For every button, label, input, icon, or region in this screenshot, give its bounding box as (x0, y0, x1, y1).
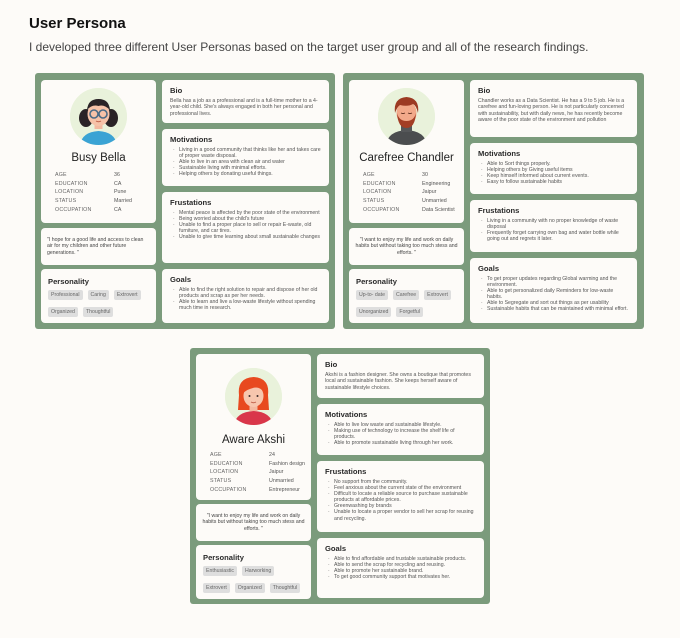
attr-status: STATUS Unmarried (363, 198, 447, 205)
list-item: · Making use of technology to increase the shelf life of products. (325, 428, 476, 440)
frustrations-panel (470, 200, 637, 252)
attr-age: AGE 24 (210, 452, 275, 458)
personality-tags (356, 290, 457, 317)
personality-tag: Extrovert (203, 583, 230, 593)
motivations-panel (162, 129, 329, 186)
personality-panel (196, 545, 311, 599)
goals-panel (470, 258, 637, 323)
personality-tags (203, 566, 304, 593)
list-item: · Able to Segregate and sort out things as per usability (478, 300, 629, 306)
list-item: · Greenwashing by brands (325, 503, 476, 509)
personality-panel (349, 269, 464, 323)
frustrations-title: Frustations (325, 467, 367, 476)
personality-panel (41, 269, 156, 323)
personality-tag: Professional (48, 290, 83, 300)
list-item: · Easy to follow sustainable habits (478, 179, 629, 185)
personality-tag: Enthusiastic (203, 566, 237, 576)
attr-education: EDUCATION Fashion design (210, 460, 305, 467)
attr-education: EDUCATION Engineering (363, 180, 451, 187)
personality-tag: Harworking (242, 566, 274, 576)
goals-panel (317, 538, 484, 598)
goals-title: Goals (478, 264, 500, 273)
attr-location: LOCATION Jaipur (210, 469, 284, 476)
goals-list (325, 556, 476, 580)
personality-title: Personality (48, 277, 89, 286)
goals-panel (162, 269, 329, 323)
list-item: · No support from the community. (325, 479, 476, 485)
list-item: · Living in a community with no proper knowledge of waste disposal (478, 218, 629, 230)
list-item: · Unable to locate a proper vendor to sell her scrap for reusing and recycling. (325, 509, 476, 521)
quote-panel (349, 228, 464, 265)
quote-panel (41, 228, 156, 265)
attr-location: LOCATION Jaipur (363, 189, 437, 196)
attr-location: LOCATION Pune (55, 189, 127, 196)
bio-title: Bio (325, 360, 338, 369)
frustrations-title: Frustations (170, 198, 212, 207)
bio-title: Bio (478, 86, 491, 95)
personality-tag: Forgetful (396, 307, 422, 317)
list-item: · Helping others by donating useful things. (170, 171, 321, 177)
quote-panel (196, 504, 311, 541)
bio-panel (162, 80, 329, 123)
list-item: · Able to live in an area with clean air and water (170, 159, 321, 165)
motivations-panel (317, 404, 484, 455)
bio-title: Bio (170, 86, 183, 95)
list-item: · Able to Sort things properly. (478, 161, 629, 167)
list-item: · Sustainable habits that can be maintained with minimal effort. (478, 306, 629, 312)
list-item: · Able to learn and live a low-waste lifestyle without spending much time in research. (170, 299, 321, 311)
attr-occupation: OCCUPATION CA (55, 206, 122, 213)
list-item: · Helping others by Giving useful items (478, 167, 629, 173)
attr-age: AGE 30 (363, 172, 428, 178)
frustrations-panel (317, 461, 484, 532)
personality-tag: Caring (88, 290, 109, 300)
list-item: · Able to live low waste and sustainable lifestyle. (325, 422, 476, 428)
goals-list (478, 276, 629, 313)
attr-education: EDUCATION CA (55, 180, 122, 187)
attr-status: STATUS Unmarried (210, 478, 294, 485)
attribute-list (363, 171, 461, 215)
persona-quote: "I want to enjoy my life and work on daily habits but without taking too much stess and efforts. " (202, 512, 305, 532)
list-item: · Difficult to locate a reliable source to purchase sustainable products at affordable prices. (325, 491, 476, 503)
personality-tag: Up-to- date (356, 290, 388, 300)
frustrations-list (170, 210, 321, 240)
list-item: · To get proper updates regarding Global warming and the environment. (478, 276, 629, 288)
goals-list (170, 287, 321, 311)
attr-occupation: OCCUPATION Entrepreneur (210, 486, 300, 493)
list-item: · Frequently forget carrying own bag and water bottle while going out and regrets it later. (478, 230, 629, 242)
personality-title: Personality (356, 277, 397, 286)
motivations-panel (470, 143, 637, 194)
list-item: · Able to find affordable and trustable sustainable products. (325, 556, 476, 562)
personality-tag: Extrovert (424, 290, 451, 300)
persona-name: Aware Akshi (221, 434, 286, 446)
attr-occupation: OCCUPATION Data Scientist (363, 206, 455, 213)
list-item: · Able to promote her sustainable brand. (325, 568, 476, 574)
profile-panel (349, 80, 464, 223)
red-haired-woman-avatar-icon (225, 368, 282, 425)
bio-text: Bella has a job as a professional and is a full-time mother to a 4-year-old child. She's always engaged in both her personal and professional lives. (170, 98, 318, 117)
list-item: · Sustainable living with minimal efforts. (170, 165, 321, 171)
list-item: · Unable to give time learning about small sustainable changes (170, 234, 321, 240)
bio-text: Akshi is a fashion designer. She owns a boutique that promotes local and sustainable fashion. She keeps herself aware of sustainable lifestyle choices. (325, 372, 471, 391)
page-subtitle: I developed three different User Personas based on the target user group and all of the research findings. (29, 40, 589, 54)
personality-tag: Organized (235, 583, 265, 593)
persona-card-busy-bella (35, 73, 335, 329)
list-item: · Able to find the right solution to repair and dispose of her old products and scrap as per her needs. (170, 287, 321, 299)
profile-panel (41, 80, 156, 223)
personality-tag: Extrovert (114, 290, 141, 300)
page-title: User Persona (29, 15, 126, 32)
motivations-list (170, 147, 321, 177)
frustrations-panel (162, 192, 329, 263)
list-item: · Able to promote sustainable living through her work. (325, 440, 476, 446)
persona-card-carefree-chandler (343, 73, 644, 329)
list-item: · Unable to find a proper place to sell or repair E-waste, old furniture, and car tires. (170, 222, 321, 234)
bearded-man-avatar-icon (378, 88, 435, 145)
list-item: · Keep himself informed about current events. (478, 173, 629, 179)
list-item: · Able to get personalized daily Reminders for low-waste habits. (478, 288, 629, 300)
bio-panel (470, 80, 637, 137)
personality-tag: Thoughtful (270, 583, 301, 593)
goals-title: Goals (170, 275, 192, 284)
list-item: · Mental peace is affected by the poor state of the environment (170, 210, 321, 216)
personality-title: Personality (203, 553, 244, 562)
personality-tag: Carefree (393, 290, 419, 300)
persona-name: Busy Bella (71, 152, 126, 164)
list-item: · Able to send the scrap for recycling and reusing. (325, 562, 476, 568)
profile-panel (196, 354, 311, 500)
persona-quote: "I want to enjoy my life and work on daily habits but without taking too much stess and efforts. " (355, 236, 458, 256)
attr-status: STATUS Married (55, 198, 132, 205)
motivations-title: Motivations (325, 410, 368, 419)
personality-tag: Thoughtful (83, 307, 114, 317)
woman-with-glasses-avatar-icon (70, 88, 127, 145)
personality-tag: Unorganized (356, 307, 391, 317)
persona-name: Carefree Chandler (359, 152, 454, 164)
list-item: · Being worried about the child's future (170, 216, 321, 222)
motivations-title: Motivations (478, 149, 521, 158)
bio-text: Chandler works as a Data Scientist. He has a 9 to 5 job. He is a carefree and fun-loving person. He is not particularly concerned with sustainability, but with daily news, he has recently become aware of the poor state of the environment and pollution (478, 98, 625, 124)
motivations-title: Motivations (170, 135, 213, 144)
attribute-list (210, 451, 308, 495)
bio-panel (317, 354, 484, 398)
persona-card-aware-akshi (190, 348, 490, 604)
motivations-list (325, 422, 476, 446)
list-item: · To get good community support that motivates her. (325, 574, 476, 580)
list-item: · Feel anxious about the current state of the environment (325, 485, 476, 491)
attr-age: AGE 36 (55, 172, 120, 178)
list-item: · Living in a good community that thinks like her and takes care of proper waste disposal. (170, 147, 321, 159)
frustrations-list (325, 479, 476, 522)
attribute-list (55, 171, 153, 215)
personality-tag: Organized (48, 307, 78, 317)
motivations-list (478, 161, 629, 185)
personality-tags (48, 290, 149, 317)
frustrations-list (478, 218, 629, 242)
frustrations-title: Frustations (478, 206, 520, 215)
persona-quote: "I hope for a good life and access to clean air for my children and other future generations. " (47, 236, 144, 256)
goals-title: Goals (325, 544, 347, 553)
